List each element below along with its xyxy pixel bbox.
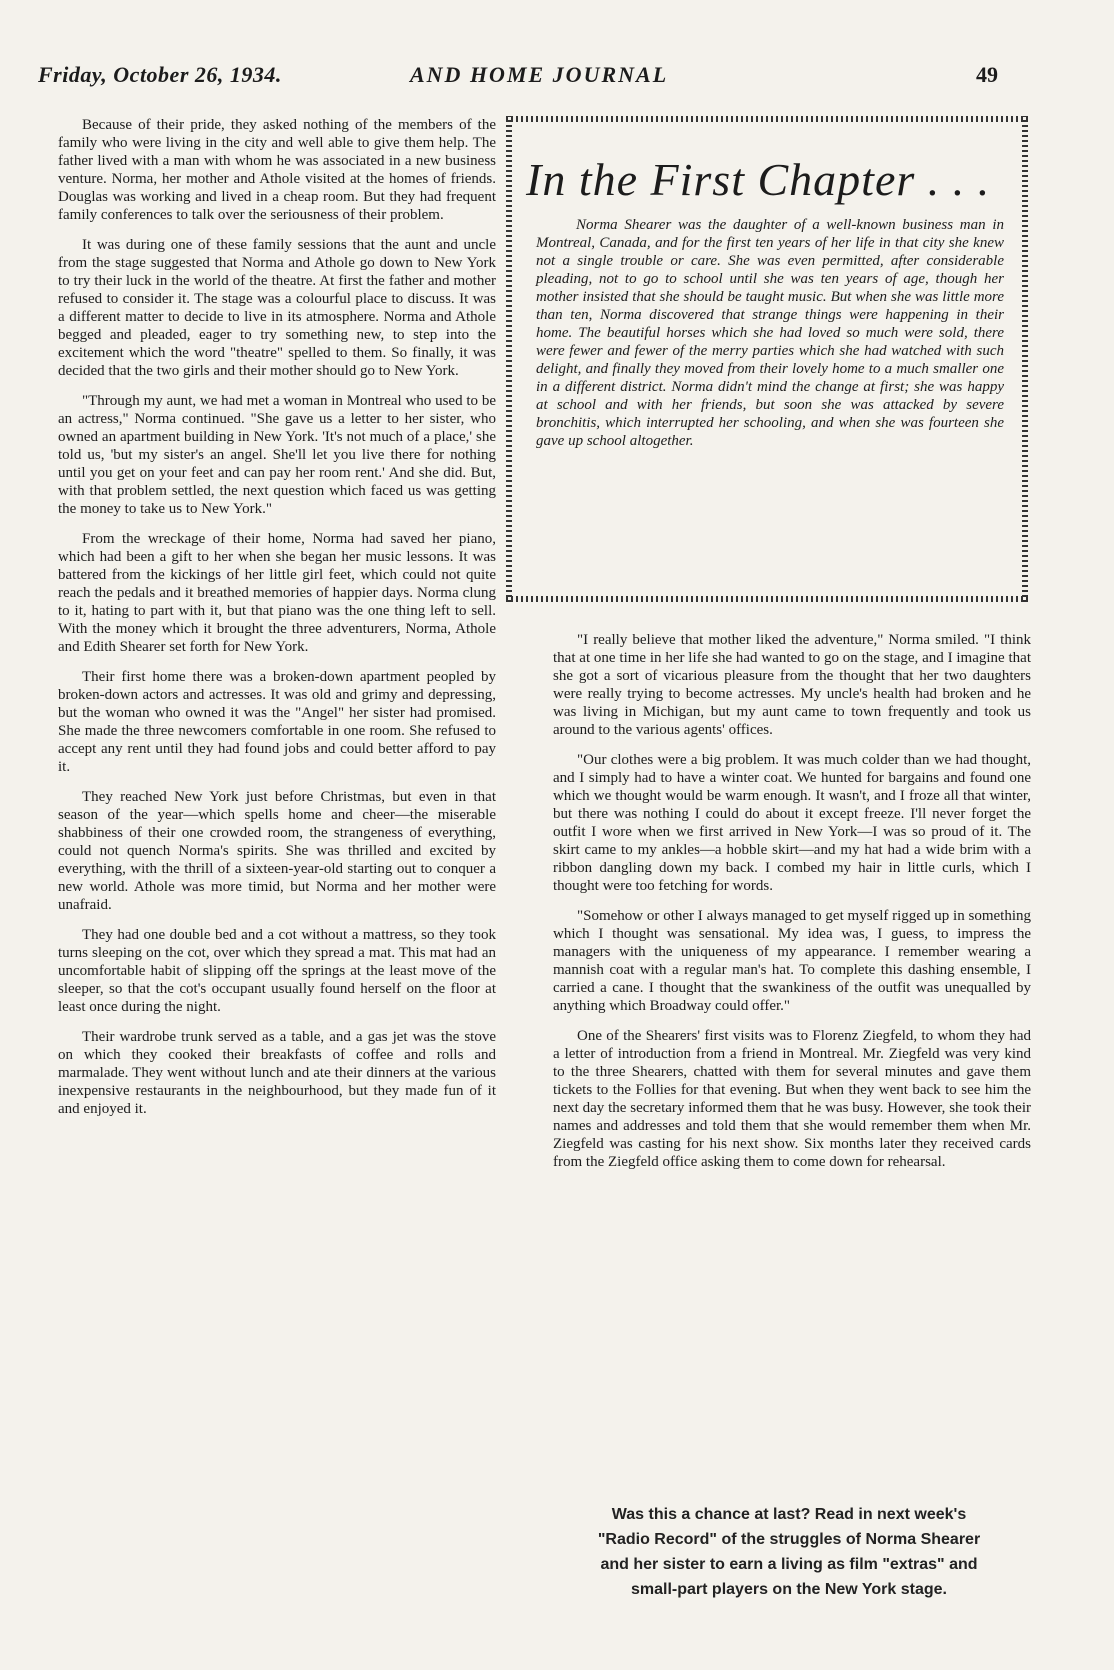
next-week-teaser: Was this a chance at last? Read in next week's "Radio Record" of the struggles of Norma Shearer and her sister to earn a living as film "extras" and small-part players on the New York stage. — [597, 1506, 981, 1598]
first-chapter-sidebar — [506, 116, 1028, 602]
paragraph: They had one double bed and a cot without a mattress, so they took turns sleeping on the cot, over which they spread a mat. This mat had an uncomfortable habit of slipping off the springs at the least move of the sleeper, so that the cot's occupant usually found herself on the floor at least once during the night. — [58, 927, 496, 1015]
paragraph: Their wardrobe trunk served as a table, and a gas jet was the stove on which they cooked their breakfasts of coffee and rolls and marmalade. They went without lunch and ate their dinners at the various inexpensive restaurants in the neighbourhood, but they made fun of it and enjoyed it. — [58, 1029, 496, 1117]
paragraph: "Through my aunt, we had met a woman in Montreal who used to be an actress," Norma continued. "She gave us a letter to her sister, who owned an apartment building in New York. 'It's not much of a place,' she told us, 'but my sister's an angel. She'll let you live there for nothing until you get on your feet and can pay her room rent.' And she did. But, with that problem settled, the next question which faced us was getting the money to take us to New York." — [58, 393, 496, 517]
paragraph: From the wreckage of their home, Norma had saved her piano, which had been a gift to her when she began her music lessons. It was battered from the kickings of her little girl feet, which could not quite reach the pedals and it breathed memories of happier days. Norma clung to it, hating to part with it, but that piano was the one thing left to sell. With the money which it brought the three adventurers, Norma, Athole and Edith Shearer set forth for New York. — [58, 531, 496, 655]
paragraph: It was during one of these family sessions that the aunt and uncle from the stage suggested that Norma and Athole go down to New York to try their luck in the world of the theatre. At first the father and mother refused to consider it. The stage was a colourful place to discuss. It was a different matter to decide to live in its atmosphere. Norma and Athole begged and pleaded, eager to try something new, to step into the excitement which the word "theatre" spelled to them. So finally, it was decided that the two girls and their mother should go to New York. — [58, 237, 496, 379]
page-number: 49 — [976, 62, 998, 87]
issue-date: Friday, October 26, 1934. — [38, 62, 282, 87]
left-column — [58, 116, 496, 1130]
paragraph: Because of their pride, they asked nothing of the members of the family who were living in the city and well able to give them help. The father lived with a man with whom he was associated in a new business venture. Norma, her mother and Athole visited at the homes of friends. Douglas was working and lived in a cheap room. But they had frequent family conferences to talk over the seriousness of their problem. — [58, 117, 496, 223]
page-header — [38, 62, 998, 98]
paragraph: One of the Shearers' first visits was to Florenz Ziegfeld, to whom they had a letter of introduction from a friend in Montreal. Mr. Ziegfeld was very kind to the three Shearers, chatted with them for several minutes and gave them tickets to the Follies for that evening. But when they went back to see him the next day the secretary informed them that he was busy. However, she took their names and addresses and told them that she would remember them when Mr. Ziegfeld was casting for his next show. Six months later they received cards from the Ziegfeld office asking them to come down for rehearsal. — [553, 1028, 1031, 1170]
paragraph: They reached New York just before Christmas, but even in that season of the year—which spells home and cheer—the miserable shabbiness of their one crowded room, the strangeness of everything, could not quench Norma's spirits. She was thrilled and excited by everything, with the thrill of a sixteen-year-old starting out to conquer a new world. Athole was more timid, but Norma and her mother were unafraid. — [58, 789, 496, 913]
paragraph: Their first home there was a broken-down apartment peopled by broken-down actors and actresses. It was old and grimy and depressing, but the woman who owned it was the "Angel" her sister had promised. She made the three newcomers comfortable in one room. She refused to accept any rent until they had found jobs and could better afford to pay it. — [58, 669, 496, 775]
publication-title: AND HOME JOURNAL — [410, 62, 669, 87]
sidebar-title: In the First Chapter . . . — [526, 154, 991, 205]
paragraph: "I really believe that mother liked the adventure," Norma smiled. "I think that at one time in her life she had wanted to go on the stage, and I imagine that she got a sort of vicarious pleasure from the thought that her two daughters were really trying to become actresses. My uncle's health had broken and he was living in Michigan, but my aunt came to town frequently and took us around to the various agents' offices. — [553, 632, 1031, 738]
paragraph: "Our clothes were a big problem. It was much colder than we had thought, and I simply had to have a winter coat. We hunted for bargains and found one which we thought would be warm enough. It wasn't, and I froze all that winter, but there was nothing I could do about it except freeze. I'll never forget the outfit I wore when we first arrived in New York—I was so proud of it. The skirt came to my ankles—a hobble skirt—and my hat had a wide brim with a ribbon dangling down my back. I combed my hair in little curls, which I thought were too fetching for words. — [553, 752, 1031, 894]
sidebar-body: Norma Shearer was the daughter of a well-known business man in Montreal, Canada, and for the first ten years of her life in that city she knew not a single trouble or care. She was even permitted, after considerable pleading, not to go to school until she was ten years of age, though her mother insisted that she should be taught music. But when she was little more than ten, Norma discovered that strange things were happening in their home. The beautiful horses which she had loved so much were sold, there were fewer and fewer of the merry parties which she had watched with such delight, and finally they moved from their lovely home to a much smaller one in a different district. Norma didn't mind the change at first; she was happy at school and with her friends, but soon she was attacked by severe bronchitis, which interrupted her schooling, and when she was fourteen she gave up school altogether. — [536, 217, 1004, 449]
paragraph: "Somehow or other I always managed to get myself rigged up in something which I thought was sensational. My idea was, I guess, to impress the managers with the uniqueness of my appearance. I remember wearing a mannish coat with a regular man's hat. To complete this dashing ensemble, I carried a cane. I thought that the swankiness of the outfit was unequalled by anything which Broadway could offer." — [553, 908, 1031, 1014]
right-column — [553, 631, 1031, 1183]
